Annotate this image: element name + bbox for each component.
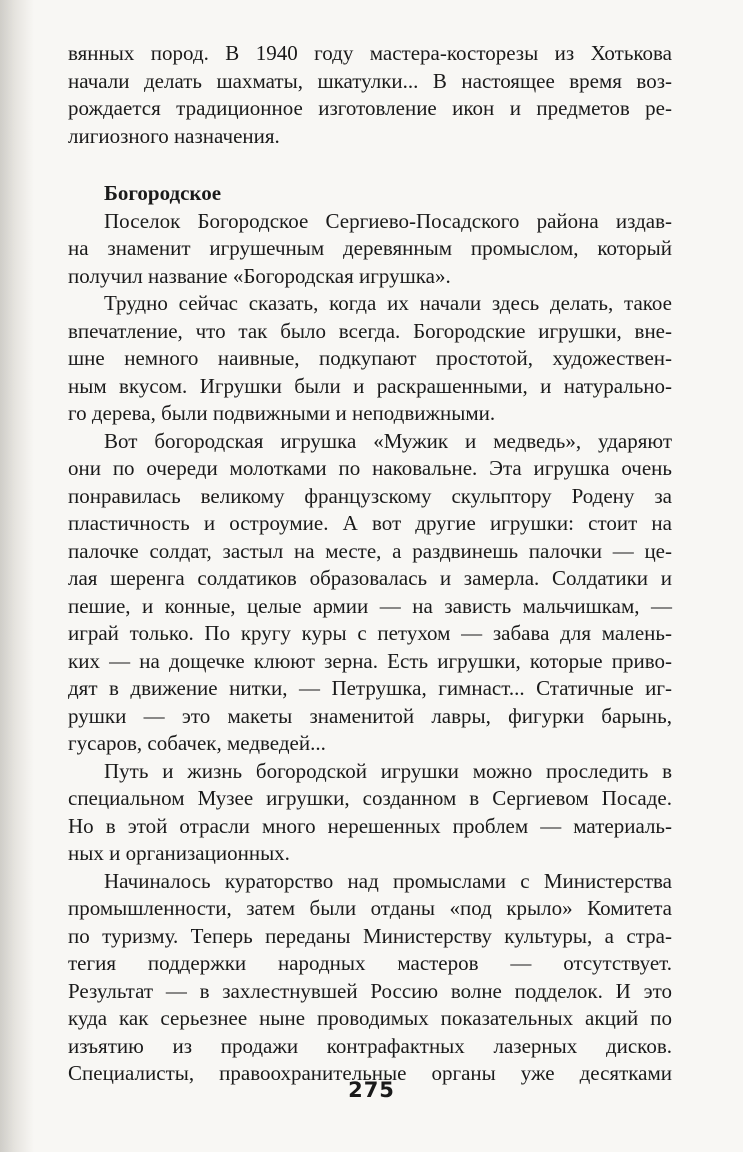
text-line: Начиналось кураторство над промыслами с Министерства xyxy=(104,868,672,893)
text-line: начали делать шахматы, шкатулки... В настоящее время воз- xyxy=(68,68,672,93)
section-heading: Богородское xyxy=(104,181,222,205)
text-line: го дерева, были подвижными и неподвижными. xyxy=(68,401,496,425)
text-line: ких — на дощечке клюют зерна. Есть игрушки, которые приво- xyxy=(68,648,672,673)
paragraph-3 xyxy=(68,290,672,428)
section-gap xyxy=(68,150,672,180)
text-line: Результат — в захлестнувшей Россию волне подделок. И это xyxy=(68,978,672,1003)
text-line: Но в этой отрасли много нерешенных проблем — материаль- xyxy=(68,813,672,838)
text-line: на знаменит игрушечным деревянным промыслом, который xyxy=(68,236,672,260)
text-line: рушки — это макеты знаменитой лавры, фигурки барынь, xyxy=(68,703,672,728)
text-line: понравилась великому французскому скульптору Родену за xyxy=(68,483,672,508)
text-line: Вот богородская игрушка «Мужик и медведь», ударяют xyxy=(104,428,672,453)
text-line: рождается традиционное изготовление икон и предметов ре- xyxy=(68,96,672,120)
text-line: получил название «Богородская игрушка». xyxy=(68,263,451,288)
text-line: Трудно сейчас сказать, когда их начали здесь делать, такое xyxy=(104,291,672,315)
text-line: куда как серьезнее ныне проводимых показательных акций по xyxy=(68,1006,672,1030)
paragraph-5 xyxy=(68,758,672,868)
text-line: вянных пород. В 1940 году мастера-косторезы из Хотькова xyxy=(68,41,672,65)
text-line: Путь и жизнь богородской игрушки можно проследить в xyxy=(104,758,672,783)
text-line: пешие, и конные, целые армии — на зависть мальчишкам, — xyxy=(68,593,672,618)
text-line: палочке солдат, застыл на месте, а раздвинешь палочки — це- xyxy=(68,538,672,563)
text-line: ным вкусом. Игрушки были и раскрашенными, и натурально- xyxy=(68,373,672,398)
text-line: пластичность и остроумие. А вот другие игрушки: стоит на xyxy=(68,511,672,535)
text-line: впечатление, что так было всегда. Богородские игрушки, вне- xyxy=(68,318,672,343)
text-line: ных и организационных. xyxy=(68,841,290,865)
paragraph-4 xyxy=(68,428,672,758)
text-line: лая шеренга солдатиков образовалась и замерла. Солдатики и xyxy=(68,566,672,590)
text-line: лигиозного назначения. xyxy=(68,123,280,148)
text-line: специальном Музее игрушки, созданном в Сергиевом Посаде. xyxy=(68,786,672,810)
paragraph-2 xyxy=(68,208,672,291)
text-line: изъятию из продажи контрафактных лазерных дисков. xyxy=(68,1033,672,1058)
text-line: дят в движение нитки, — Петрушка, гимнаст... Статичные иг- xyxy=(68,676,672,700)
paragraph-1 xyxy=(68,40,672,150)
text-line: играй только. По кругу куры с петухом — забава для малень- xyxy=(68,621,672,645)
text-line: промышленности, затем были отданы «под крыло» Комитета xyxy=(68,896,672,920)
text-line: Поселок Богородское Сергиево-Посадского района издав- xyxy=(104,208,672,233)
text-line: Специалисты, правоохранительные органы уже десятками xyxy=(68,1061,672,1085)
page-number: 275 xyxy=(348,1078,395,1102)
text-line: шне немного наивные, подкупают простотой, художествен- xyxy=(68,346,672,370)
text-line: гусаров, собачек, медведей... xyxy=(68,731,326,755)
text-line: тегия поддержки народных мастеров — отсутствует. xyxy=(68,951,672,975)
page-text xyxy=(68,40,672,1088)
text-line: по туризму. Теперь переданы Министерству культуры, а стра- xyxy=(68,923,672,948)
text-line: они по очереди молотками по наковальне. Эта игрушка очень xyxy=(68,456,672,480)
paragraph-6 xyxy=(68,868,672,1088)
page-edge-shadow xyxy=(0,0,34,1152)
